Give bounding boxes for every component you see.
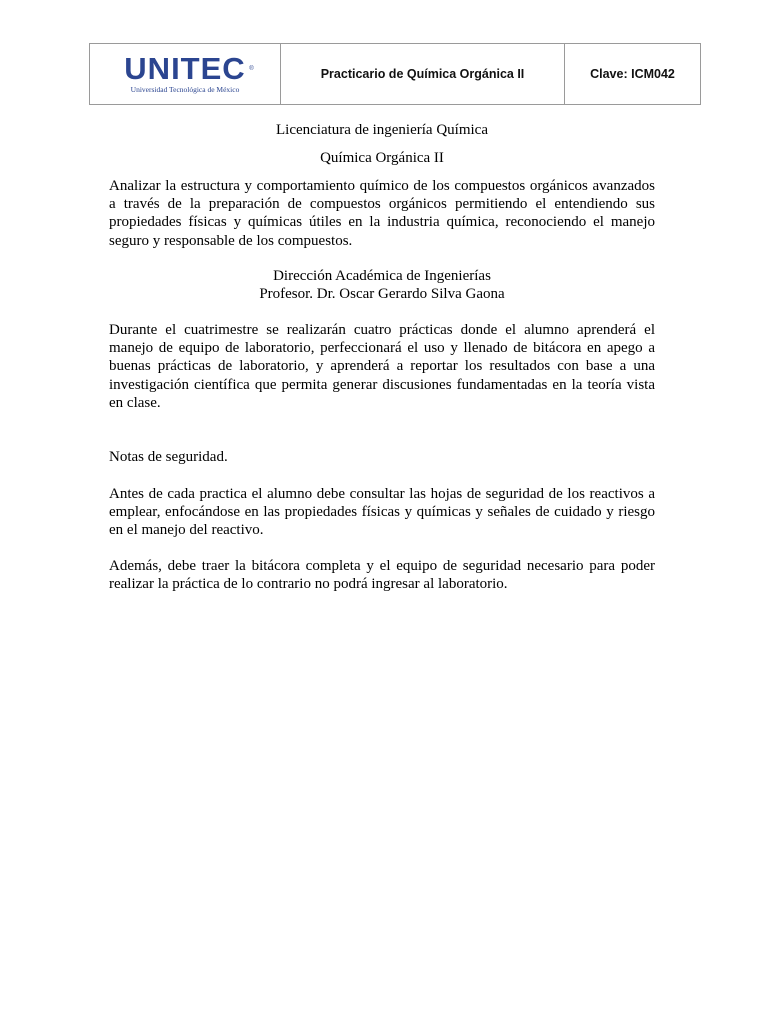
professor-name: Profesor. Dr. Oscar Gerardo Silva Gaona (259, 286, 505, 302)
safety-paragraph-1: Antes de cada practica el alumno debe consultar las hojas de seguridad de los reactivos a emplear, enfocándose en las propiedades físicas y químicas y señales de cuidado y riesgo en el manejo del reactivo. (109, 486, 655, 539)
logo-registered-mark: ® (249, 65, 254, 72)
safety-paragraph-2: Además, debe traer la bitácora completa y el equipo de seguridad necesario para poder realizar la práctica de lo contrario no podrá ingresar al laboratorio. (109, 558, 655, 593)
logo-text: UNITEC (124, 50, 246, 86)
document-title: Practicario de Química Orgánica II (320, 67, 525, 81)
objective-paragraph: Analizar la estructura y comportamiento químico de los compuestos orgánicos avanzados a través de la preparación de compuestos orgánicos permitiendo el entendiendo sus propiedades físicas y químicas útiles en la industria química, reconociendo el manejo seguro y responsable de los compuestos. (109, 178, 655, 249)
intro-paragraph: Durante el cuatrimestre se realizarán cuatro prácticas donde el alumno aprenderá el manejo de equipo de laboratorio, perfeccionará el uso y llenado de bitácora en apego a buenas prácticas de laboratorio, y aprenderá a reportar los resultados con base a una investigación científica que permita generar discusiones fundamentadas en la teoría vista en clase. (109, 322, 655, 411)
logo-subtitle: Universidad Tecnológica de México (130, 84, 240, 94)
program-name: Licenciatura de ingeniería Química (276, 122, 488, 138)
safety-heading: Notas de seguridad. (109, 449, 228, 465)
document-header-table (89, 43, 701, 105)
header-code-cell (565, 44, 700, 104)
logo-cell (90, 44, 281, 104)
course-name: Química Orgánica II (320, 150, 444, 166)
header-title-cell (281, 44, 565, 104)
course-code: Clave: ICM042 (590, 67, 675, 81)
unitec-logo (124, 50, 254, 86)
academic-direction: Dirección Académica de Ingenierías (273, 268, 491, 284)
